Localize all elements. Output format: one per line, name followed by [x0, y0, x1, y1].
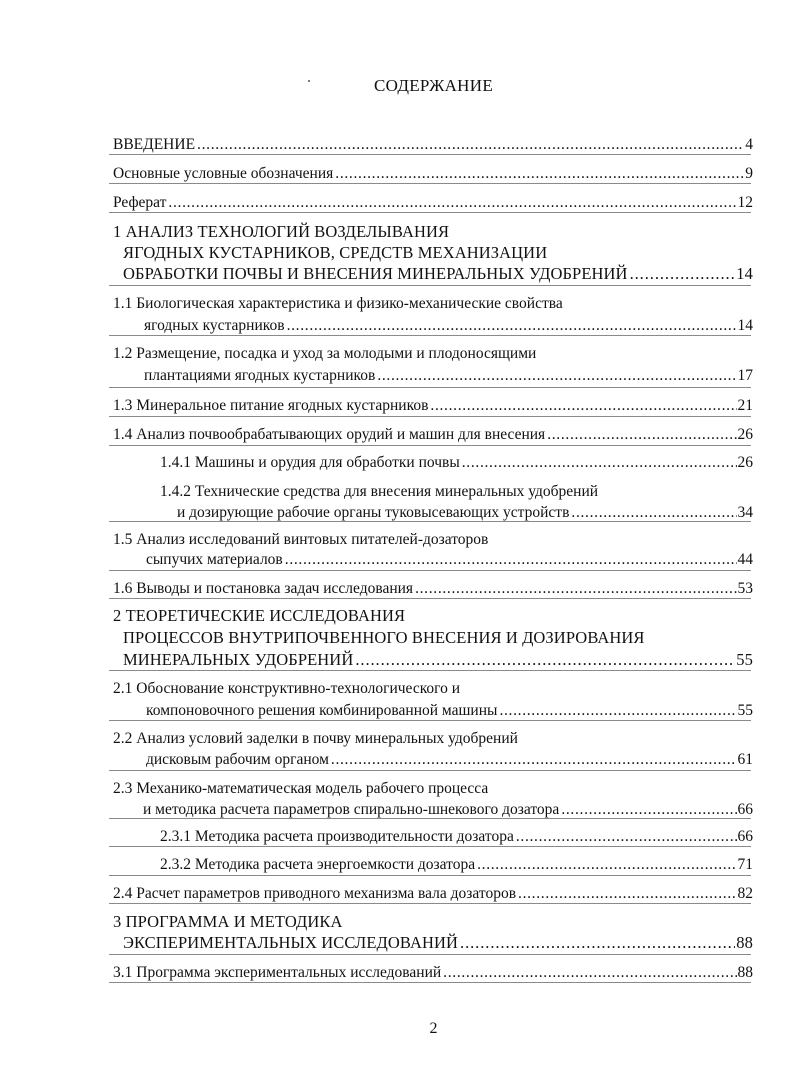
- toc-page-number: 21: [737, 397, 753, 414]
- toc-line: [113, 679, 460, 699]
- page-title: СОДЕРЖАНИЕ: [373, 76, 494, 95]
- toc-entry-title: Реферат: [113, 194, 167, 211]
- toc-page-number: 71: [737, 856, 753, 873]
- divider: [109, 387, 751, 388]
- toc-entry-title: 3.1 Программа экспериментальных исследований: [113, 964, 442, 981]
- toc-line: [144, 316, 753, 336]
- toc-line: [113, 884, 753, 904]
- toc-line: [113, 396, 753, 416]
- dot-leader: [287, 316, 737, 336]
- toc-page-number: 88: [737, 964, 753, 981]
- toc-page-number: 26: [737, 426, 753, 443]
- toc-entry-title: 2.4 Расчет параметров приводного механизма вала дозаторов: [113, 885, 517, 902]
- divider: [109, 416, 751, 417]
- dot-leader: [477, 855, 736, 875]
- divider: [109, 335, 751, 336]
- dot-leader: [518, 884, 736, 904]
- divider: [109, 285, 751, 286]
- dot-leader: [377, 366, 736, 386]
- toc-entry-title: плантациями ягодных кустарников: [144, 367, 376, 384]
- toc-entry-title: 1.2 Размещение, посадка и уход за молодыми и плодоносящими: [113, 345, 537, 362]
- toc-line: [113, 425, 753, 445]
- divider: [109, 818, 751, 819]
- toc-line: [113, 344, 536, 364]
- divider: [109, 521, 751, 522]
- toc-page-number: 82: [737, 885, 753, 902]
- toc-page-number: 12: [737, 194, 753, 211]
- toc-line: [160, 827, 753, 847]
- toc-entry-title: МИНЕРАЛЬНЫХ УДОБРЕНИЙ: [123, 650, 354, 669]
- toc-entry-title: и методика расчета параметров спирально-шнекового дозатора: [143, 801, 560, 818]
- toc-entry-title: 1.5 Анализ исследований винтовых питателей-дозаторов: [113, 531, 489, 548]
- toc-page-number: 44: [737, 551, 753, 568]
- toc-entry-title: 1.4.2 Технические средства для внесения минеральных удобрений: [160, 483, 599, 500]
- toc-entry-title: ЯГОДНЫХ КУСТАРНИКОВ, СРЕДСТВ МЕХАНИЗАЦИИ: [123, 243, 548, 262]
- toc-page-number: 88: [736, 933, 753, 952]
- toc-line: [123, 650, 753, 670]
- toc-entry-title: ОБРАБОТКИ ПОЧВЫ И ВНЕСЕНИЯ МИНЕРАЛЬНЫХ УДОБРЕНИЙ: [123, 264, 628, 283]
- toc-page-number: 66: [737, 801, 753, 818]
- toc-page-number: 53: [737, 580, 753, 597]
- divider: [109, 212, 751, 213]
- dot-leader: [285, 550, 737, 570]
- toc-entry-title: 1.1 Биологическая характеристика и физико-механические свойства: [113, 295, 563, 312]
- toc-line: [160, 482, 598, 502]
- toc-line: [143, 800, 753, 820]
- toc-entry-title: 2.3 Механико-математическая модель рабочего процесса: [113, 780, 489, 797]
- toc-line: [113, 579, 753, 599]
- dot-leader: [630, 264, 736, 284]
- toc-line: [146, 701, 753, 721]
- toc-entry-title: 2.1 Обоснование конструктивно-технологического и: [113, 680, 461, 697]
- divider: [109, 670, 751, 671]
- divider: [109, 598, 751, 599]
- toc-line: [146, 550, 753, 570]
- toc-page-number: 61: [737, 751, 753, 768]
- divider: [109, 720, 751, 721]
- toc-line: [177, 503, 753, 523]
- dot-leader: [415, 579, 736, 599]
- toc-line: [113, 606, 405, 626]
- toc-line: [123, 264, 753, 284]
- toc-entry-title: и дозирующие рабочие органы туковысевающих устройств: [177, 504, 570, 521]
- toc-entry-title: 1.4.1 Машины и орудия для обработки почвы: [160, 454, 460, 471]
- dot-leader: [168, 193, 736, 213]
- toc-line: [113, 164, 753, 184]
- toc-line: [123, 933, 753, 953]
- toc-line: [160, 855, 753, 875]
- toc-page-number: 66: [737, 828, 753, 845]
- toc-page-number: 17: [737, 367, 753, 384]
- toc-entry-title: 1.6 Выводы и постановка задач исследования: [113, 580, 414, 597]
- page-number: 2: [429, 1020, 438, 1037]
- toc-page-number: 55: [737, 702, 753, 719]
- divider: [109, 982, 751, 983]
- toc-entry-title: 2.3.2 Методика расчета энергоемкости дозатора: [160, 856, 476, 873]
- toc-page-number: 14: [736, 264, 753, 283]
- divider: [109, 570, 751, 571]
- dot-leader: [460, 933, 735, 953]
- divider: [109, 770, 751, 771]
- toc-entry-title: компоновочного решения комбинированной машины: [146, 702, 498, 719]
- toc-entry-title: 3 ПРОГРАММА И МЕТОДИКА: [113, 912, 343, 931]
- toc-line: [113, 222, 449, 242]
- toc-line: [113, 294, 563, 314]
- toc-entry-title: 1.3 Минеральное питание ягодных кустарников: [113, 397, 429, 414]
- toc-entry-title: сыпучих материалов: [146, 551, 283, 568]
- divider: [109, 875, 751, 876]
- toc-page-number: 4: [745, 136, 753, 153]
- toc-line: [160, 453, 753, 473]
- toc-page-number: 55: [736, 650, 753, 669]
- toc-page-number: 26: [737, 454, 753, 471]
- toc-page-number: 34: [737, 504, 753, 521]
- dot-leader: [335, 164, 744, 184]
- toc-entry-title: ЭКСПЕРИМЕНТАЛЬНЫХ ИССЛЕДОВАНИЙ: [123, 933, 459, 952]
- divider: [109, 846, 751, 847]
- toc-line: [146, 750, 753, 770]
- toc-line: [113, 779, 488, 799]
- toc-page-number: 9: [745, 165, 753, 182]
- toc-entry-title: 1 АНАЛИЗ ТЕХНОЛОГИЙ ВОЗДЕЛЫВАНИЯ: [113, 222, 450, 241]
- toc-entry-title: 2.3.1 Методика расчета производительности дозатора: [160, 828, 514, 845]
- dot-leader: [443, 963, 736, 983]
- toc-entry-title: дисковым рабочим органом: [146, 751, 329, 768]
- divider: [109, 154, 751, 155]
- toc-line: [113, 912, 343, 932]
- toc-entry-title: 1.4 Анализ почвообрабатывающих орудий и машин для внесения: [113, 426, 546, 443]
- dot-leader: [331, 750, 737, 770]
- toc-line: [113, 729, 518, 749]
- toc-entry-title: ягодных кустарников: [144, 317, 285, 334]
- dot-leader: [462, 453, 737, 473]
- toc-line: [123, 628, 645, 648]
- toc-entry-title: ПРОЦЕССОВ ВНУТРИПОЧВЕННОГО ВНЕСЕНИЯ И ДОЗИРОВАНИЯ: [123, 628, 645, 647]
- toc-entry-title: Основные условные обозначения: [113, 165, 334, 182]
- dot-leader: [499, 701, 736, 721]
- dot-leader: [571, 503, 736, 523]
- dot-leader: [430, 396, 736, 416]
- toc-line: [144, 366, 753, 386]
- divider: [109, 903, 751, 904]
- toc-page-number: 14: [737, 317, 753, 334]
- dot-leader: [516, 827, 737, 847]
- toc-entry-title: 2.2 Анализ условий заделки в почву минеральных удобрений: [113, 730, 518, 747]
- toc-entry-title: ВВЕДЕНИЕ: [113, 136, 196, 153]
- dot-leader: [355, 650, 735, 670]
- divider: [109, 445, 751, 446]
- dot-leader: [547, 425, 736, 445]
- toc-line: [113, 193, 753, 213]
- dot-leader: [561, 800, 736, 820]
- toc-line: [113, 530, 488, 550]
- toc-line: [113, 963, 753, 983]
- dot-leader: [197, 135, 744, 155]
- divider: [109, 183, 751, 184]
- toc-line: [123, 243, 547, 263]
- divider: [109, 954, 751, 955]
- toc-entry-title: 2 ТЕОРЕТИЧЕСКИЕ ИССЛЕДОВАНИЯ: [113, 606, 406, 625]
- toc-line: [113, 135, 753, 155]
